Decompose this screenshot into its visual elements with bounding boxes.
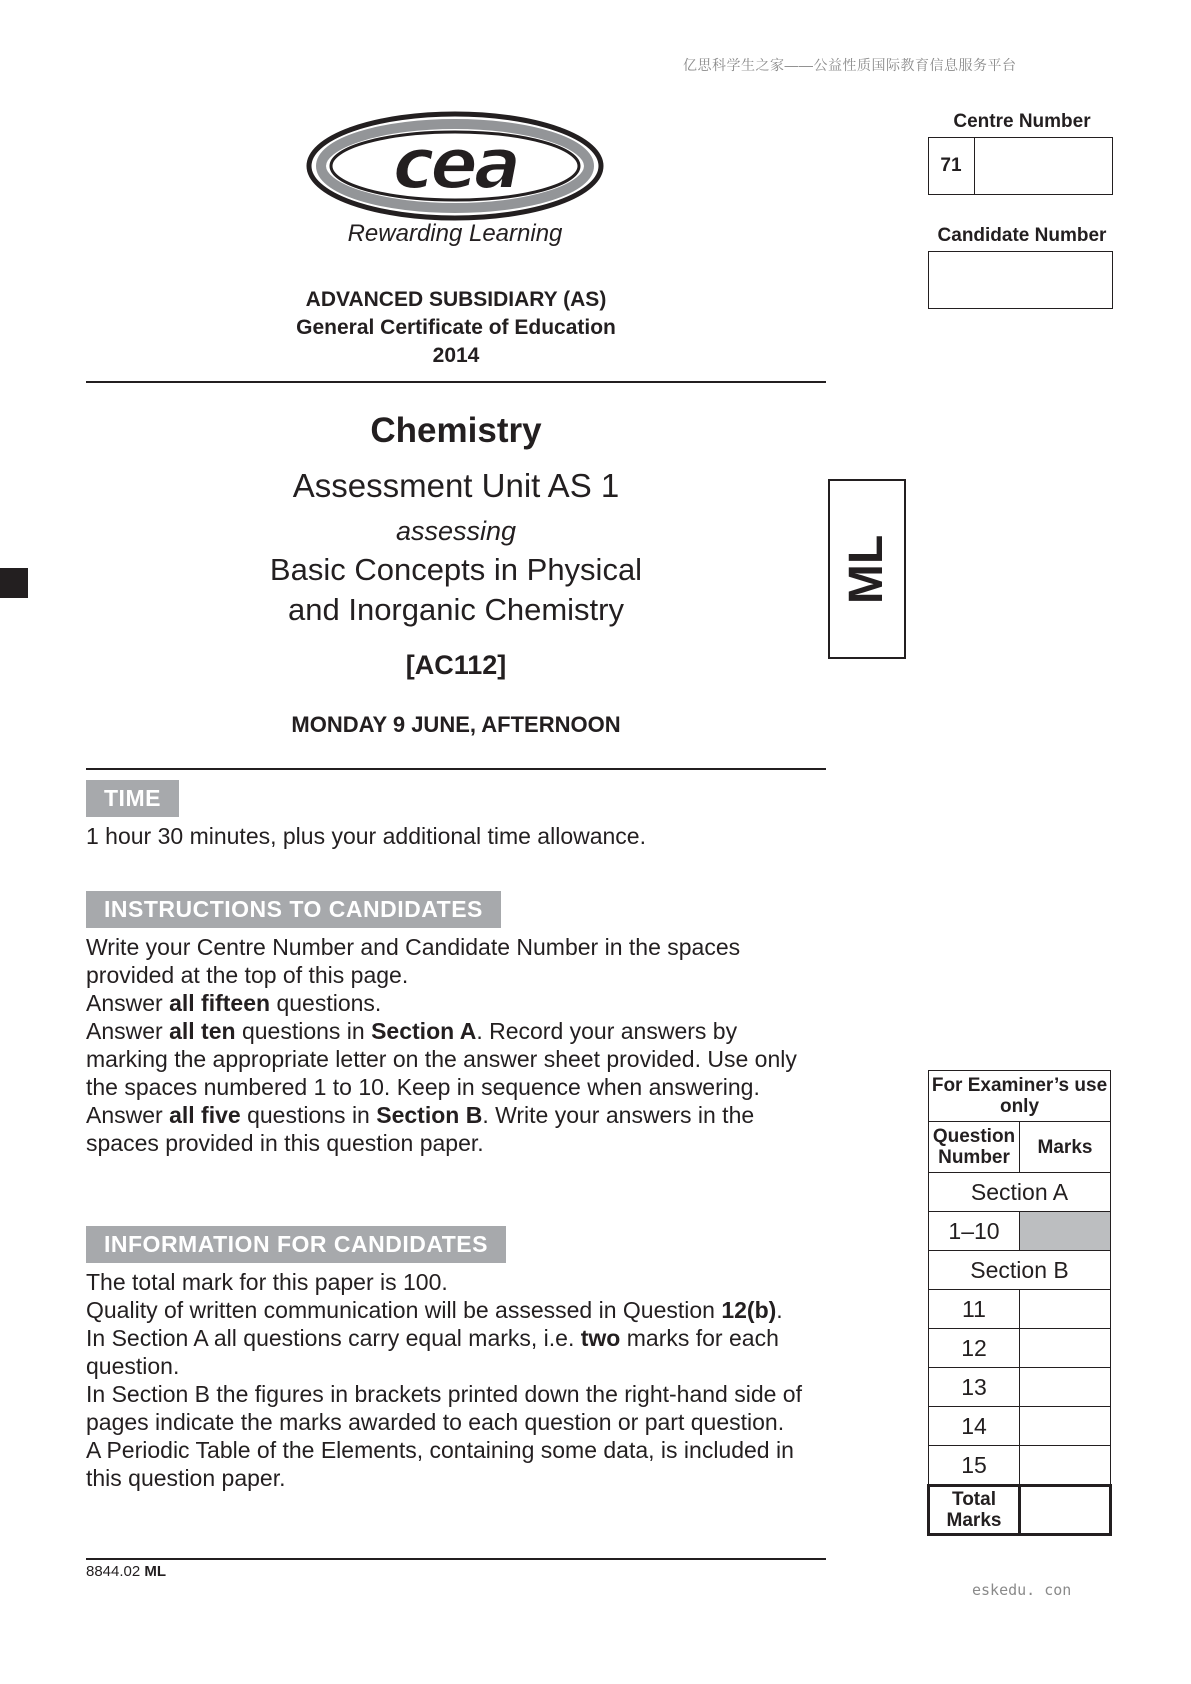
- table-row: [929, 1407, 1111, 1446]
- total-row: [929, 1486, 1111, 1535]
- exam-date: MONDAY 9 JUNE, AFTERNOON: [291, 712, 621, 737]
- marks-cell[interactable]: [1020, 1329, 1111, 1368]
- question-range: 1–10: [929, 1212, 1020, 1251]
- ml-label: ML: [840, 534, 894, 604]
- divider-bottom: [86, 1558, 826, 1560]
- candidate-number-field[interactable]: [928, 251, 1113, 309]
- table-row: [929, 1368, 1111, 1407]
- centre-number-label: Centre Number: [953, 111, 1091, 132]
- table-row: [929, 1290, 1111, 1329]
- instructions-label: INSTRUCTIONS TO CANDIDATES: [86, 891, 501, 928]
- cea-logo-text: cea: [392, 123, 518, 205]
- question-number: 11: [929, 1290, 1020, 1329]
- info-1: The total mark for this paper is 100.: [86, 1269, 448, 1295]
- divider-top: [86, 381, 826, 383]
- qualification-level: ADVANCED SUBSIDIARY (AS): [305, 288, 607, 311]
- question-number: 12: [929, 1329, 1020, 1368]
- candidate-number-label: Candidate Number: [937, 225, 1107, 246]
- total-marks-label: Total Marks: [929, 1486, 1020, 1535]
- marks-cell-shaded: [1020, 1212, 1111, 1251]
- marks-cell[interactable]: [1020, 1290, 1111, 1329]
- col-marks: Marks: [1020, 1122, 1111, 1173]
- marks-cell[interactable]: [1020, 1407, 1111, 1446]
- ml-box: [828, 479, 906, 659]
- question-number: 13: [929, 1368, 1020, 1407]
- information-label: INFORMATION FOR CANDIDATES: [86, 1226, 506, 1263]
- instructions-text: [86, 933, 806, 1157]
- centre-number-prefix: 71: [928, 137, 975, 195]
- side-marker: [0, 568, 28, 598]
- examiner-table: [927, 1070, 1112, 1536]
- info-2: Quality of written communication will be assessed in Question 12(b).: [86, 1297, 783, 1323]
- section-b-label: Section B: [929, 1251, 1111, 1290]
- info-5: A Periodic Table of the Elements, containing some data, is included in this question paper.: [86, 1437, 794, 1491]
- qualification-name: General Certificate of Education: [296, 316, 616, 339]
- assessment-unit: Assessment Unit AS 1: [292, 467, 620, 504]
- info-4: In Section B the figures in brackets printed down the right-hand side of pages indicate the marks awarded to each question or part question.: [86, 1381, 802, 1435]
- divider-middle: [86, 768, 826, 770]
- question-number: 14: [929, 1407, 1020, 1446]
- qualification-header: [86, 286, 826, 370]
- paper-code: [AC112]: [405, 650, 507, 680]
- examiner-use-only: For Examiner’s use only: [929, 1071, 1111, 1122]
- unit-topic-line2: and Inorganic Chemistry: [288, 592, 624, 627]
- question-number: 15: [929, 1446, 1020, 1486]
- information-text: [86, 1268, 826, 1492]
- marks-cell[interactable]: [1020, 1446, 1111, 1486]
- col-question-number: Question Number: [929, 1122, 1020, 1173]
- examiner-table-title-row: [929, 1071, 1111, 1122]
- instruction-3: Answer all ten questions in Section A. Record your answers by marking the appropriate letter on the answer sheet provided. Use only the spaces numbered 1 to 10. Keep in sequence when answering.: [86, 1018, 797, 1100]
- table-row: [929, 1329, 1111, 1368]
- marks-cell[interactable]: [1020, 1368, 1111, 1407]
- info-3: In Section A all questions carry equal marks, i.e. two marks for each question.: [86, 1325, 779, 1379]
- logo-tagline: Rewarding Learning: [347, 220, 563, 247]
- subject-title: Chemistry: [370, 411, 542, 450]
- assessing-label: assessing: [395, 516, 517, 546]
- instruction-2: Answer all fifteen questions.: [86, 990, 382, 1016]
- table-row: [929, 1212, 1111, 1251]
- time-label: TIME: [86, 780, 179, 817]
- examiner-table-header-row: [929, 1122, 1111, 1173]
- instruction-1: Write your Centre Number and Candidate Number in the spaces provided at the top of this page.: [86, 934, 741, 988]
- footer-reference: 8844.02 ML: [86, 1563, 167, 1580]
- section-a-row: [929, 1173, 1111, 1212]
- time-text: 1 hour 30 minutes, plus your additional time allowance.: [86, 823, 646, 849]
- total-marks-cell[interactable]: [1020, 1486, 1111, 1535]
- watermark-bottom: eskedu. con: [972, 1581, 1072, 1599]
- unit-topic-line1: Basic Concepts in Physical: [269, 552, 643, 587]
- unit-topic: [86, 550, 826, 630]
- section-b-row: [929, 1251, 1111, 1290]
- qualification-year: 2014: [432, 344, 480, 367]
- instruction-4: Answer all five questions in Section B. Write your answers in the spaces provided in this question paper.: [86, 1102, 755, 1156]
- section-a-label: Section A: [929, 1173, 1111, 1212]
- watermark-top: 亿思科学生之家——公益性质国际教育信息服务平台: [683, 57, 1017, 73]
- table-row: [929, 1446, 1111, 1486]
